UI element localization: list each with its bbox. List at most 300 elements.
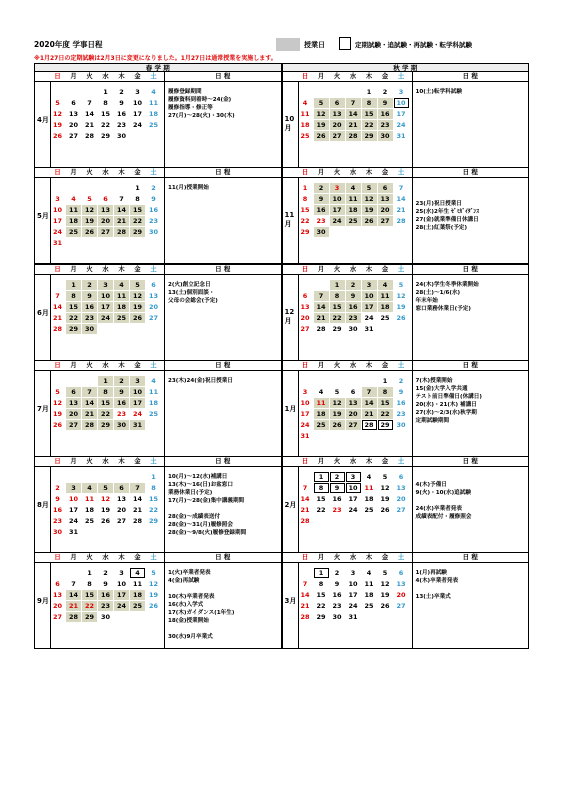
day-cell: 6 bbox=[151, 280, 156, 289]
day-cell: 19 bbox=[52, 409, 63, 418]
day-cell: 11 bbox=[148, 387, 159, 396]
weekday-header: 日 bbox=[54, 73, 61, 81]
day-cell: 14 bbox=[300, 495, 310, 504]
day-cell: 7 bbox=[119, 195, 124, 204]
day-cell: 3 bbox=[55, 195, 60, 204]
day-cell: 6 bbox=[66, 387, 81, 397]
day-cell: 4 bbox=[302, 99, 308, 108]
day-cell: 6 bbox=[378, 183, 393, 193]
day-cell: 20 bbox=[346, 409, 361, 419]
day-cell: 28 bbox=[362, 420, 377, 430]
day-cell: 17 bbox=[348, 591, 358, 600]
day-cell: 7 bbox=[302, 580, 308, 589]
schedule-header: 日 程 bbox=[412, 168, 529, 177]
day-cell: 21 bbox=[300, 506, 310, 515]
schedule-header: 日 程 bbox=[412, 72, 529, 81]
day-cell: 16 bbox=[314, 205, 329, 215]
schedule-box bbox=[412, 177, 529, 263]
day-cell: 31 bbox=[130, 420, 145, 430]
day-cell: 10 bbox=[394, 98, 409, 108]
schedule-event: テスト前日準備日(休講日) bbox=[415, 393, 482, 400]
schedule-header: 日 程 bbox=[412, 361, 529, 370]
day-cell: 7 bbox=[362, 387, 377, 397]
day-cell: 24 bbox=[132, 409, 143, 418]
day-cell: 30 bbox=[82, 324, 97, 334]
weekday-header: 日 bbox=[54, 458, 61, 466]
day-cell: 12 bbox=[52, 398, 63, 407]
weekday-header: 金 bbox=[134, 169, 141, 177]
day-cell: 1 bbox=[314, 568, 329, 578]
day-cell: 24 bbox=[396, 121, 406, 130]
month-label: 2月 bbox=[284, 501, 297, 510]
day-cell: 15 bbox=[82, 590, 97, 600]
schedule-box bbox=[164, 466, 281, 552]
day-cell: 19 bbox=[148, 591, 159, 600]
day-cell: 7 bbox=[398, 184, 404, 193]
day-cell: 22 bbox=[362, 120, 377, 130]
day-cell: 10 bbox=[132, 99, 143, 108]
day-cell: 27 bbox=[396, 602, 406, 611]
weekday-header: 土 bbox=[150, 361, 157, 369]
day-cell: 30 bbox=[332, 613, 342, 622]
header bbox=[34, 38, 529, 52]
weekday-header: 土 bbox=[150, 265, 157, 273]
weekday-header: 日 bbox=[54, 169, 61, 177]
day-cell: 26 bbox=[100, 517, 111, 526]
day-cell: 2 bbox=[314, 183, 329, 193]
weekday-header: 月 bbox=[317, 361, 325, 369]
schedule-event: 1(火)卒業者発表 bbox=[168, 570, 211, 577]
weekday-header: 火 bbox=[86, 361, 93, 369]
day-cell: 19 bbox=[130, 302, 145, 312]
spring-semester bbox=[34, 63, 282, 649]
day-cell: 5 bbox=[87, 195, 92, 204]
day-cell: 6 bbox=[55, 580, 60, 589]
schedule-header: 日 程 bbox=[164, 457, 281, 466]
day-cell: 8 bbox=[151, 484, 156, 493]
weekday-header: 木 bbox=[118, 265, 125, 273]
month-label: 11月 bbox=[284, 211, 295, 229]
day-cell: 9 bbox=[82, 291, 97, 301]
day-cell: 30 bbox=[396, 420, 406, 429]
day-cell: 13 bbox=[66, 398, 81, 408]
schedule-event: 1(月)再試験 bbox=[415, 570, 447, 577]
weekday-header: 水 bbox=[102, 169, 109, 177]
day-cell: 22 bbox=[98, 409, 113, 419]
day-cell: 23 bbox=[148, 217, 159, 226]
day-cell: 29 bbox=[332, 324, 342, 333]
month-label: 7月 bbox=[37, 404, 49, 413]
day-cell: 22 bbox=[148, 506, 159, 515]
schedule-event: 9(火)・10(水)追試験 bbox=[415, 490, 471, 497]
schedule-header: 日 程 bbox=[164, 265, 281, 274]
day-cell: 5 bbox=[314, 98, 329, 108]
day-cell: 29 bbox=[130, 227, 145, 237]
day-cell: 16 bbox=[148, 206, 159, 215]
weekday-header: 月 bbox=[70, 73, 77, 81]
autumn-semester bbox=[282, 63, 530, 649]
weekday-header: 火 bbox=[86, 554, 93, 562]
month-column bbox=[283, 177, 299, 263]
day-cell: 27 bbox=[378, 216, 393, 226]
day-cell: 20 bbox=[330, 120, 345, 130]
month-label: 3月 bbox=[284, 597, 297, 606]
weekday-header: 木 bbox=[118, 554, 125, 562]
day-cell: 15 bbox=[316, 495, 326, 504]
day-cell: 15 bbox=[316, 591, 326, 600]
day-cell: 29 bbox=[148, 517, 159, 526]
day-cell: 8 bbox=[98, 387, 113, 397]
schedule-event: 4(金)再試験 bbox=[168, 578, 200, 585]
day-cell: 6 bbox=[114, 483, 129, 493]
month-label: 9月 bbox=[37, 597, 49, 606]
day-cell: 27 bbox=[396, 506, 406, 515]
day-cell: 21 bbox=[132, 506, 143, 515]
schedule-box bbox=[412, 466, 529, 552]
weekday-header: 日 bbox=[301, 73, 309, 81]
day-cell: 7 bbox=[346, 98, 361, 108]
month-block bbox=[282, 360, 530, 457]
day-cell: 13 bbox=[378, 194, 393, 204]
schedule-event: 24(水)卒業者発表 bbox=[415, 506, 462, 513]
day-cell: 3 bbox=[350, 569, 356, 578]
day-cell: 15 bbox=[130, 205, 145, 215]
month-block bbox=[34, 264, 282, 361]
day-cell: 15 bbox=[378, 398, 393, 408]
day-cell: 10 bbox=[98, 291, 113, 301]
weekday-header: 月 bbox=[317, 458, 325, 466]
day-cell: 18 bbox=[314, 409, 329, 419]
legend-exam-label: 定期試験・追試験・再試験・転学科試験 bbox=[355, 41, 472, 49]
day-cell: 23 bbox=[98, 601, 113, 611]
day-cell: 12 bbox=[396, 291, 406, 300]
day-cell: 31 bbox=[396, 132, 406, 141]
schedule-event: 10(木)卒業者発表 bbox=[168, 594, 215, 601]
day-cell: 30 bbox=[378, 131, 393, 141]
day-cell: 26 bbox=[380, 506, 390, 515]
month-block bbox=[34, 360, 282, 457]
weekday-header: 金 bbox=[381, 554, 389, 562]
day-cell: 3 bbox=[302, 387, 308, 396]
day-cell: 28 bbox=[396, 217, 406, 226]
day-cell: 14 bbox=[300, 591, 310, 600]
schedule-event: 10(月)〜12(水)補講日 bbox=[168, 474, 228, 481]
day-cell: 2 bbox=[114, 376, 129, 386]
day-cell: 4 bbox=[130, 568, 145, 578]
day-cell: 19 bbox=[82, 216, 97, 226]
weekday-header: 木 bbox=[118, 73, 125, 81]
weekday-header: 日 bbox=[301, 458, 309, 466]
weekday-header: 月 bbox=[70, 554, 77, 562]
day-cell: 12 bbox=[100, 495, 111, 504]
day-cell: 21 bbox=[82, 409, 97, 419]
weekday-header: 水 bbox=[102, 361, 109, 369]
day-cell: 18 bbox=[148, 110, 159, 119]
day-cell: 12 bbox=[380, 484, 390, 493]
day-cell: 12 bbox=[314, 109, 329, 119]
day-cell: 16 bbox=[82, 302, 97, 312]
weekday-header: 木 bbox=[118, 361, 125, 369]
day-cell: 21 bbox=[52, 313, 63, 322]
day-cell: 8 bbox=[103, 99, 108, 108]
day-cell: 30 bbox=[52, 528, 63, 537]
schedule-box bbox=[164, 562, 281, 648]
schedule-event: 履修登録期間 bbox=[168, 89, 202, 96]
weekday-header: 金 bbox=[381, 73, 389, 81]
day-cell: 3 bbox=[119, 569, 124, 578]
day-cell: 7 bbox=[87, 99, 92, 108]
day-cell: 25 bbox=[84, 517, 95, 526]
schedule-event: 2(火)創立記念日 bbox=[168, 281, 211, 288]
month-label: 4月 bbox=[37, 116, 49, 125]
day-cell: 31 bbox=[364, 324, 374, 333]
day-cell: 28 bbox=[82, 420, 97, 430]
day-cell: 14 bbox=[314, 302, 329, 312]
weekday-header: 土 bbox=[397, 554, 405, 562]
day-cell: 13 bbox=[346, 398, 361, 408]
schedule-box bbox=[164, 370, 281, 456]
day-cell: 31 bbox=[348, 613, 358, 622]
weekday-header: 木 bbox=[365, 265, 373, 273]
weekday-header: 水 bbox=[349, 73, 357, 81]
schedule-event: 28(金)〜31(月)履修照会 bbox=[168, 522, 233, 529]
weekday-header: 水 bbox=[349, 458, 357, 466]
day-cell: 1 bbox=[135, 184, 140, 193]
day-cell: 23 bbox=[396, 409, 406, 418]
day-cell: 30 bbox=[114, 420, 129, 430]
day-cell: 13 bbox=[148, 291, 159, 300]
day-cell: 2 bbox=[398, 376, 404, 385]
day-cell: 7 bbox=[71, 580, 76, 589]
weekday-header: 水 bbox=[349, 361, 357, 369]
day-cell: 24 bbox=[348, 506, 358, 515]
day-cell: 24 bbox=[68, 517, 79, 526]
day-cell: 17 bbox=[132, 110, 143, 119]
schedule-event: 業務休業日(予定) bbox=[168, 490, 213, 497]
day-cell: 15 bbox=[100, 110, 111, 119]
day-cell: 16 bbox=[396, 398, 406, 407]
day-cell: 20 bbox=[66, 409, 81, 419]
day-cell: 15 bbox=[300, 206, 310, 215]
day-cell: 2 bbox=[382, 88, 388, 97]
day-cell: 6 bbox=[302, 291, 308, 300]
weekday-header: 土 bbox=[397, 169, 405, 177]
day-cell: 3 bbox=[398, 88, 404, 97]
day-cell: 30 bbox=[314, 227, 329, 237]
day-cell: 3 bbox=[66, 483, 81, 493]
day-cell: 22 bbox=[316, 602, 326, 611]
day-cell: 19 bbox=[362, 205, 377, 215]
schedule-event: 父母の会総会(予定) bbox=[168, 297, 218, 304]
day-cell: 12 bbox=[330, 398, 345, 408]
day-cell: 17 bbox=[52, 217, 63, 226]
day-cell: 5 bbox=[398, 280, 404, 289]
day-cell: 19 bbox=[100, 506, 111, 515]
day-cell: 11 bbox=[378, 291, 393, 301]
day-cell: 22 bbox=[130, 216, 145, 226]
weekday-header: 木 bbox=[365, 458, 373, 466]
weekday-header: 金 bbox=[381, 169, 389, 177]
day-cell: 18 bbox=[66, 216, 81, 226]
day-cell: 28 bbox=[300, 613, 310, 622]
day-cell: 18 bbox=[364, 591, 374, 600]
day-cell: 12 bbox=[52, 110, 63, 119]
schedule-event: 13(土)卒業式 bbox=[415, 594, 451, 601]
day-cell: 14 bbox=[52, 302, 63, 311]
schedule-event: 4(木)予備日 bbox=[415, 482, 447, 489]
day-cell: 11 bbox=[66, 205, 81, 215]
weekday-header: 木 bbox=[118, 458, 125, 466]
weekday-header: 火 bbox=[86, 169, 93, 177]
day-cell: 13 bbox=[52, 591, 63, 600]
day-cell: 10 bbox=[346, 483, 361, 493]
day-cell: 11 bbox=[132, 580, 143, 589]
day-cell: 1 bbox=[87, 569, 92, 578]
month-column bbox=[35, 274, 51, 360]
month-column bbox=[35, 370, 51, 456]
day-cell: 9 bbox=[398, 387, 404, 396]
month-column bbox=[35, 177, 51, 263]
month-label: 12月 bbox=[284, 307, 295, 325]
day-cell: 26 bbox=[52, 132, 63, 141]
day-cell: 27 bbox=[116, 517, 127, 526]
day-cell: 4 bbox=[114, 280, 129, 290]
weekday-header: 日 bbox=[301, 265, 309, 273]
schedule-event: 17(月)〜28(金)集中講義期間 bbox=[168, 498, 245, 505]
schedule-event: 28(土)紅葉祭(予定) bbox=[415, 225, 468, 232]
day-cell: 13 bbox=[396, 580, 406, 589]
day-cell: 9 bbox=[119, 99, 124, 108]
day-cell: 2 bbox=[346, 280, 361, 290]
schedule-event: 24(木)学生冬季休業開始 bbox=[415, 281, 479, 288]
weekday-header: 金 bbox=[381, 265, 389, 273]
day-cell: 2 bbox=[151, 184, 156, 193]
weekday-header: 火 bbox=[86, 73, 93, 81]
day-cell: 5 bbox=[382, 569, 388, 578]
schedule-header: 日 程 bbox=[164, 553, 281, 562]
weekday-header: 金 bbox=[134, 73, 141, 81]
day-cell: 12 bbox=[148, 580, 159, 589]
weekday-header: 木 bbox=[365, 361, 373, 369]
day-cell: 19 bbox=[314, 120, 329, 130]
month-label: 1月 bbox=[284, 404, 297, 413]
weekday-header: 土 bbox=[150, 554, 157, 562]
day-cell: 26 bbox=[82, 227, 97, 237]
day-cell: 31 bbox=[68, 528, 79, 537]
day-cell: 7 bbox=[302, 484, 308, 493]
schedule-event: 13(土)個別面談・ bbox=[168, 289, 215, 296]
day-cell: 21 bbox=[114, 216, 129, 226]
day-cell: 14 bbox=[362, 398, 377, 408]
weekday-header: 水 bbox=[102, 554, 109, 562]
day-cell: 5 bbox=[334, 387, 340, 396]
weekday-header: 水 bbox=[102, 458, 109, 466]
day-cell: 27 bbox=[98, 227, 113, 237]
day-cell: 15 bbox=[66, 302, 81, 312]
schedule-event: 27(水)〜2/3(水)秋学期 bbox=[415, 409, 477, 416]
day-cell: 17 bbox=[396, 110, 406, 119]
day-cell: 21 bbox=[300, 602, 310, 611]
schedule-event: 30(水)9月卒業式 bbox=[168, 634, 213, 641]
schedule-event: 窓口業務休業日(予定) bbox=[415, 305, 471, 312]
day-cell: 16 bbox=[332, 591, 342, 600]
day-cell: 10 bbox=[130, 387, 145, 397]
day-cell: 16 bbox=[346, 302, 361, 312]
day-cell: 4 bbox=[366, 473, 372, 482]
day-cell: 20 bbox=[116, 506, 127, 515]
weekday-header: 火 bbox=[333, 73, 341, 81]
day-cell: 22 bbox=[66, 313, 81, 323]
schedule-header: 日 程 bbox=[412, 457, 529, 466]
schedule-box bbox=[164, 81, 281, 167]
day-cell: 9 bbox=[314, 194, 329, 204]
weekday-header: 月 bbox=[317, 265, 325, 273]
day-cell: 10 bbox=[348, 580, 358, 589]
month-block bbox=[282, 456, 530, 553]
day-cell: 2 bbox=[82, 280, 97, 290]
day-cell: 6 bbox=[103, 195, 108, 204]
day-cell: 21 bbox=[84, 121, 95, 130]
day-cell: 20 bbox=[148, 302, 159, 311]
day-cell: 26 bbox=[130, 313, 145, 323]
weekday-header: 月 bbox=[317, 73, 325, 81]
day-cell: 15 bbox=[362, 109, 377, 119]
day-cell: 22 bbox=[82, 601, 97, 611]
day-cell: 29 bbox=[378, 420, 393, 430]
day-cell: 4 bbox=[366, 569, 372, 578]
day-cell: 25 bbox=[364, 602, 374, 611]
day-cell: 22 bbox=[100, 121, 111, 130]
schedule-event: 10(土)転学科試験 bbox=[415, 89, 462, 96]
day-cell: 27 bbox=[68, 132, 79, 141]
schedule-event: 年末年始 bbox=[415, 297, 438, 304]
day-cell: 30 bbox=[116, 132, 127, 141]
day-cell: 17 bbox=[68, 506, 79, 515]
legend-class-day-label: 授業日 bbox=[304, 41, 325, 49]
day-cell: 2 bbox=[334, 569, 340, 578]
month-column bbox=[35, 81, 51, 167]
day-cell: 29 bbox=[362, 131, 377, 141]
weekday-header: 日 bbox=[301, 169, 309, 177]
day-cell: 15 bbox=[98, 398, 113, 408]
weekday-header: 火 bbox=[86, 265, 93, 273]
weekday-header: 火 bbox=[333, 458, 341, 466]
day-cell: 14 bbox=[132, 495, 143, 504]
day-cell: 23 bbox=[332, 506, 342, 515]
day-cell: 24 bbox=[300, 420, 310, 429]
day-cell: 24 bbox=[364, 313, 374, 322]
month-label: 5月 bbox=[37, 212, 49, 221]
day-cell: 25 bbox=[148, 121, 159, 130]
day-cell: 8 bbox=[314, 483, 329, 493]
day-cell: 14 bbox=[346, 109, 361, 119]
weekday-header: 火 bbox=[333, 169, 341, 177]
day-cell: 3 bbox=[98, 280, 113, 290]
day-cell: 25 bbox=[380, 313, 390, 322]
day-cell: 28 bbox=[300, 517, 310, 526]
schedule-box bbox=[412, 562, 529, 648]
day-cell: 31 bbox=[300, 431, 310, 440]
day-cell: 22 bbox=[330, 313, 345, 323]
day-cell: 8 bbox=[362, 98, 377, 108]
month-block bbox=[282, 264, 530, 361]
day-cell: 24 bbox=[98, 313, 113, 323]
day-cell: 12 bbox=[380, 580, 390, 589]
day-cell: 26 bbox=[362, 216, 377, 226]
day-cell: 28 bbox=[66, 612, 81, 622]
day-cell: 24 bbox=[52, 228, 63, 237]
day-cell: 17 bbox=[348, 495, 358, 504]
